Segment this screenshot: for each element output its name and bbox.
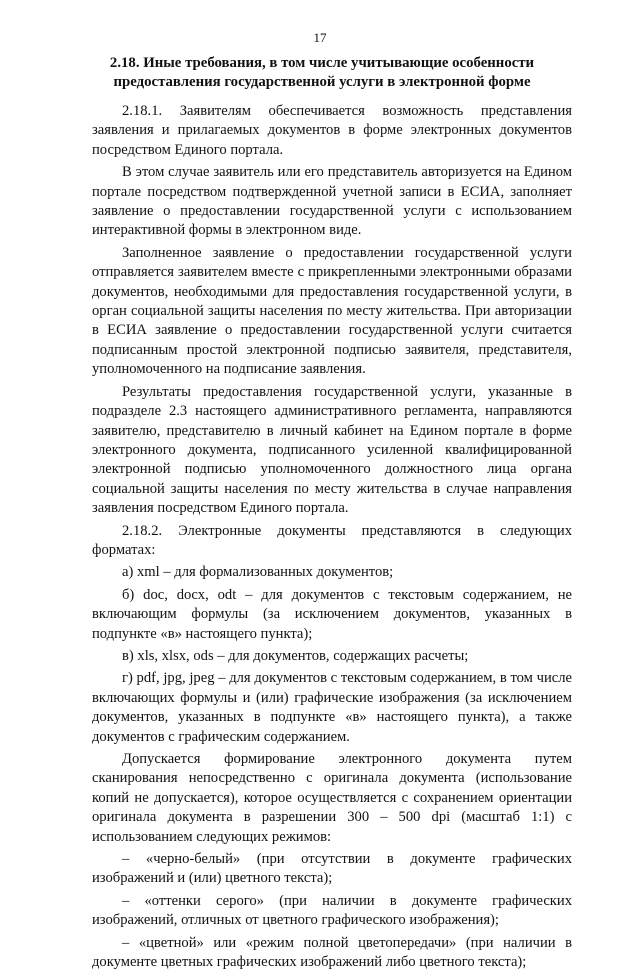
list-item: – «оттенки серого» (при наличии в документе графических изображений, отличных от цветного графического изображения); xyxy=(92,892,572,929)
list-item: – «цветной» или «режим полной цветопередачи» (при наличии в документе цветных графических изображений либо цветного текста); xyxy=(92,934,572,971)
paragraph: Заполненное заявление о предоставлении государственной услуги отправляется заявителем вместе с прикрепленными электронными образами документов, необходимыми для предоставления государственной услуги, в орган социальной защиты населения по месту жительства. При авторизации в ЕСИА заявление о предоставлении государственной услуги считается подписанным простой электронной подписью заявителя, представителя, уполномоченного на подписание заявления. xyxy=(92,244,572,378)
page-number: 17 xyxy=(313,30,327,45)
section-heading: 2.18. Иные требования, в том числе учитывающие особенности предоставления государственной услуги в электронной форме xyxy=(109,55,535,90)
paragraph: Результаты предоставления государственной услуги, указанные в подразделе 2.3 настоящего административного регламента, направляются заявителю, представителю в личный кабинет на Едином портале в форме электронного документа, подписанного усиленной квалифицированной электронной подписью уполномоченного должностного лица органа социальной защиты населения по месту жительства в случае направления заявления посредством Единого портала. xyxy=(92,383,572,517)
paragraph: 2.18.2. Электронные документы представляются в следующих форматах: xyxy=(92,522,572,558)
list-item: а) xml – для формализованных документов; xyxy=(122,564,394,581)
list-item: б) doc, docx, odt – для документов с текстовым содержанием, не включающим формулы (за исключением документов, указанных в подпункте «в» настоящего пункта); xyxy=(92,586,572,642)
paragraph: В этом случае заявитель или его представитель авторизуется на Едином портале посредством подтвержденной учетной записи в ЕСИА, заполняет заявление о предоставлении государственной услуги с использованием интерактивной формы в электронном виде. xyxy=(92,164,572,239)
document-body xyxy=(92,102,572,975)
list-item: – «черно-белый» (при отсутствии в документе графических изображений и (или) цветного текста); xyxy=(92,851,572,887)
list-item: в) xls, xlsx, ods – для документов, содержащих расчеты; xyxy=(122,647,469,664)
paragraph: 2.18.1. Заявителям обеспечивается возможность представления заявления и прилагаемых документов в форме электронных документов посредством Единого портала. xyxy=(92,103,572,158)
paragraph: Допускается формирование электронного документа путем сканирования непосредственно с оригинала документа (использование копий не допускается), которое осуществляется с сохранением ориентации оригинала документа в разрешении 300 – 500 dpi (масштаб 1:1) с использованием следующих режимов: xyxy=(92,751,572,845)
list-item: г) pdf, jpg, jpeg – для документов с текстовым содержанием, в том числе включающих формулы и (или) графические изображения (за исключением документов, указанных в подпункте «в» настоящего пункта), а также документов с графическим содержанием. xyxy=(92,670,573,745)
